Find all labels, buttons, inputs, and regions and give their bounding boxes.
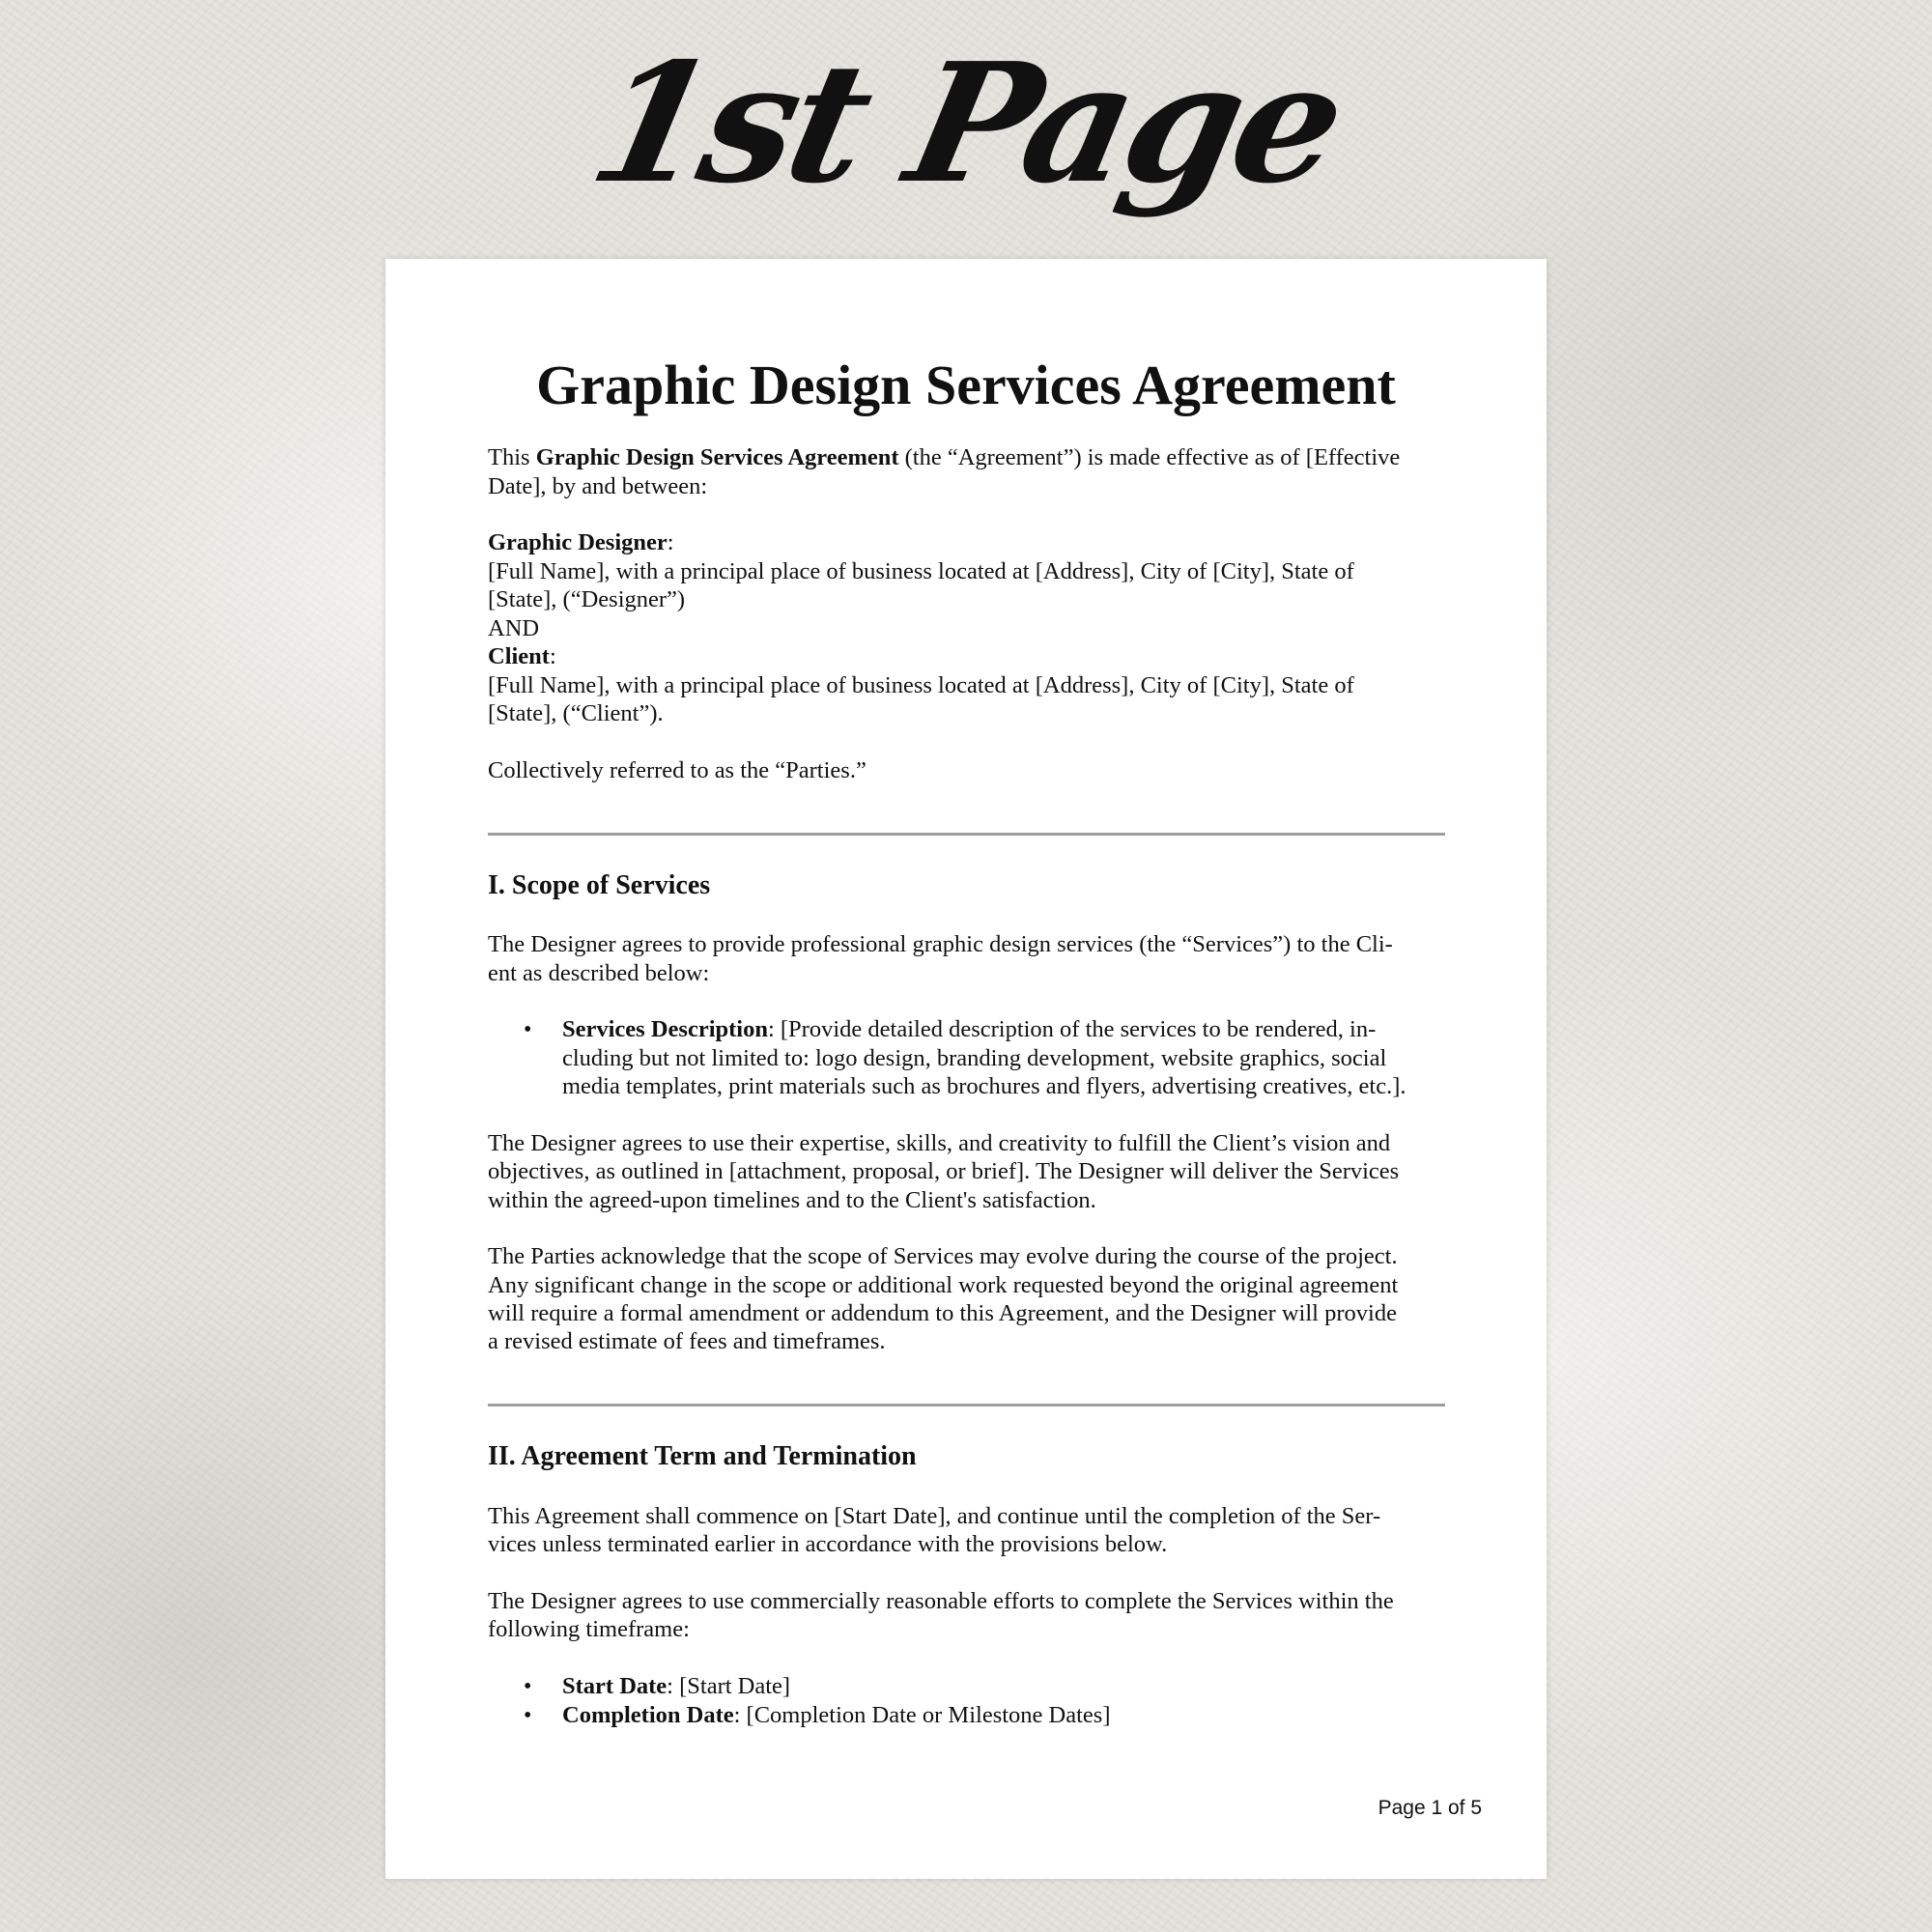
client-line: [Full Name], with a principal place of business located at [Address], City of [City], State of (488, 672, 1354, 698)
bullet-label: Completion Date (562, 1702, 734, 1728)
paragraph-line: objectives, as outlined in [attachment, proposal, or brief]. The Designer will deliver the Services (488, 1158, 1400, 1184)
section-heading: II. Agreement Term and Termination (488, 1441, 917, 1471)
paragraph-line: ent as described below: (488, 960, 710, 986)
paragraph-line: will require a formal amendment or addendum to this Agreement, and the Designer will provide (488, 1300, 1397, 1326)
client-label: Client: (488, 643, 556, 669)
paragraph-line: The Designer agrees to use commercially reasonable efforts to complete the Services within the (488, 1588, 1394, 1614)
designer-label-text: Graphic Designer (488, 529, 668, 555)
bullet-icon: • (524, 1017, 532, 1042)
bullet-line: media templates, print materials such as brochures and flyers, advertising creatives, etc.]. (562, 1073, 1406, 1099)
intro-line: Date], by and between: (488, 473, 708, 499)
bullet-text: : [Completion Date or Milestone Dates] (733, 1702, 1111, 1728)
bullet-line (562, 1672, 790, 1701)
designer-label: Graphic Designer: (488, 529, 674, 555)
bullet-icon: • (524, 1674, 532, 1699)
intro-bold: Graphic Design Services Agreement (535, 444, 899, 470)
paragraph-line: Any significant change in the scope or additional work requested beyond the original agreement (488, 1272, 1399, 1298)
bullet-label: Start Date (562, 1673, 668, 1699)
paragraph-line: a revised estimate of fees and timeframes. (488, 1328, 886, 1354)
collectively-text: Collectively referred to as the “Parties.” (488, 757, 867, 783)
bullet-text: : [Provide detailed description of the services to be rendered, in- (767, 1016, 1377, 1042)
paragraph-line: The Designer agrees to use their expertise, skills, and creativity to fulfill the Client’s vision and (488, 1130, 1391, 1156)
bullet-line (562, 1701, 1110, 1730)
divider (488, 833, 1445, 836)
intro-text: (the “Agreement”) is made effective as of [Effective (898, 444, 1401, 470)
document-title: Graphic Design Services Agreement (536, 354, 1396, 416)
client-label-text: Client (488, 643, 550, 669)
page-number: Page 1 of 5 (1378, 1797, 1482, 1819)
intro-line (488, 443, 1400, 472)
paragraph-line: following timeframe: (488, 1616, 690, 1642)
paragraph-line: vices unless terminated earlier in accordance with the provisions below. (488, 1531, 1168, 1557)
bullet-icon: • (524, 1703, 532, 1728)
paragraph-line: This Agreement shall commence on [Start Date], and continue until the completion of the Ser- (488, 1503, 1381, 1529)
divider (488, 1404, 1445, 1406)
designer-line: [State], (“Designer”) (488, 586, 686, 612)
intro-text: This (488, 444, 536, 470)
bullet-label: Services Description (562, 1016, 768, 1042)
document-page (385, 259, 1547, 1879)
section-heading: I. Scope of Services (488, 870, 711, 900)
bullet-text: : [Start Date] (667, 1673, 791, 1699)
paragraph-line: within the agreed-upon timelines and to the Client's satisfaction. (488, 1187, 1096, 1213)
bullet-line (562, 1015, 1376, 1044)
client-line: [State], (“Client”). (488, 700, 664, 726)
paragraph-line: The Parties acknowledge that the scope of Services may evolve during the course of the project. (488, 1243, 1398, 1269)
paragraph-line: The Designer agrees to provide professional graphic design services (the “Services”) to the Cli- (488, 931, 1393, 957)
bullet-line: cluding but not limited to: logo design, branding development, website graphics, social (562, 1045, 1387, 1071)
designer-line: [Full Name], with a principal place of business located at [Address], City of [City], State of (488, 558, 1354, 584)
page-banner-title: 1st Page (576, 27, 1356, 220)
and-text: AND (488, 615, 540, 641)
